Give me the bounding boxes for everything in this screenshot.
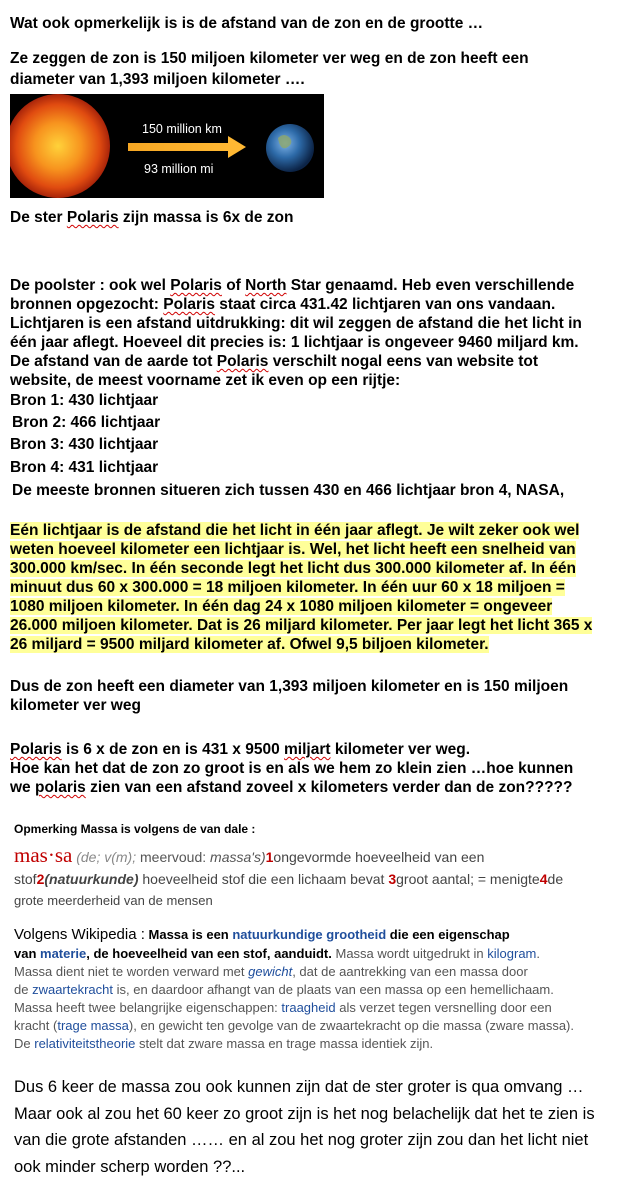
highlight-line: 1080 miljoen kilometer. In één dag 24 x 1080 miljoen kilometer = ongeveer [10, 598, 553, 615]
distance-mi-label: 93 million mi [144, 162, 214, 176]
sun-summary: Dus de zon heeft een diameter van 1,393 miljoen kilometer en is 150 miljoen kilometer ver weg [10, 678, 569, 714]
wikipedia-section: Volgens Wikipedia : Massa is een natuurkundige grootheid die een eigenschap van materie, de hoeveelheid van een stof, aanduidt. Massa wordt uitgedrukt in kilogram. Massa dient niet te worden verward met gewicht, dat de aantrekking van een massa door de zwaartekracht is, en daardoor afhangt van de plaats van een massa op een hemellichaam. Massa heeft twee belangrijke eigenschappen: traagheid als verzet tegen versnelling door een kracht (trage massa), en gewicht ten gevolge van de zwaartekracht op die massa (zware massa). De relativiteitstheorie stelt dat zware massa en trage massa identiek zijn. [14, 926, 574, 1051]
highlight-line: Eén lichtjaar is de afstand die het licht in één jaar aflegt. Je wilt zeker ook wel [10, 522, 580, 539]
dictionary-entry: mas·sa (de; v(m); meervoud: massa's)1ongevormde hoeveelheid van een stof2(natuurkunde) hoeveelheid stof die een lichaam bevat 3groot aantal; = menigte4de grote meerderheid van de mensen [14, 843, 564, 908]
link-materie[interactable]: materie [40, 946, 87, 961]
link-gewicht[interactable]: gewicht [248, 964, 293, 979]
source-item-1: Bron 1: 430 lichtjaar [10, 392, 159, 409]
dictionary-heading: Opmerking Massa is volgens de van dale : [14, 822, 256, 836]
highlight-line: 26 miljard = 9500 miljard kilometer af. Ofwel 9,5 biljoen kilometer. [10, 636, 489, 653]
link-kilogram[interactable]: kilogram [487, 946, 537, 961]
closing-paragraph: Dus 6 keer de massa zou ook kunnen zijn dat de ster groter is qua omvang … Maar ook al zou het 60 keer zo groot zijn is het nog belachelijk dat het te zien is van die grote afstanden …… en al zou het nog groter zijn zou dan het licht niet ook minder scherp worden ??... [14, 1078, 595, 1176]
intro-line-2: Ze zeggen de zon is 150 miljoen kilometer ver weg en de zon heeft een [10, 50, 529, 67]
question-paragraph: Polaris is 6 x de zon en is 431 x 9500 miljart kilometer ver weg. Hoe kan het dat de zon zo groot is en als we hem zo klein zien …hoe kunnen we polaris zien van een afstand zoveel x kilometers verder dan de zon????? [10, 741, 574, 796]
source-item-4: Bron 4: 431 lichtjaar [10, 459, 159, 476]
sun-earth-image [10, 94, 324, 198]
sources-summary: De meeste bronnen situeren zich tussen 430 en 466 lichtjaar bron 4, NASA, [12, 482, 565, 499]
poolster-paragraph: De poolster : ook wel Polaris of North Star genaamd. Heb even verschillende bronnen opgezocht: Polaris staat circa 431.42 lichtjaren van ons vandaan. Lichtjaren is een afstand uitdrukking: dit wil zeggen de afstand die het licht in één jaar aflegt. Hoeveel dit precies is: 1 lichtjaar is ongeveer 9460 miljard km. De afstand van de aarde tot Polaris verschilt nogal eens van website tot website, de meest voorname zet ik even op een rijtje: [10, 277, 582, 389]
highlight-line: 26.000 miljoen kilometer. Dat is 26 miljard kilometer. Per jaar legt het licht 365 x [10, 617, 593, 634]
earth-graphic [266, 124, 314, 172]
link-relativiteitstheorie[interactable]: relativiteitstheorie [34, 1036, 136, 1051]
intro-line-3: diameter van 1,393 miljoen kilometer …. [10, 71, 305, 88]
link-zwaartekracht[interactable]: zwaartekracht [32, 982, 113, 997]
link-natuurkundige-grootheid[interactable]: natuurkundige grootheid [232, 927, 387, 942]
lightyear-highlight-block [10, 521, 592, 654]
sun-graphic [10, 94, 110, 198]
link-trage-massa[interactable]: trage massa [57, 1018, 129, 1033]
intro-line-1: Wat ook opmerkelijk is is de afstand van de zon en de grootte … [10, 15, 484, 32]
polaris-mass-line: De ster Polaris zijn massa is 6x de zon [10, 209, 294, 226]
link-traagheid[interactable]: traagheid [281, 1000, 336, 1015]
highlight-line: weten hoeveel kilometer een lichtjaar is. Wel, het licht heeft een snelheid van [10, 541, 576, 558]
distance-km-label: 150 million km [142, 122, 222, 136]
highlight-line: 300.000 km/sec. In één seconde legt het licht dus 300.000 kilometer af. In één [10, 560, 576, 577]
highlight-line: minuut dus 60 x 300.000 = 18 miljoen kilometer. In één uur 60 x 18 miljoen = [10, 579, 565, 596]
headword: mas·sa [14, 843, 73, 867]
source-item-2: Bron 2: 466 lichtjaar [12, 414, 161, 431]
source-item-3: Bron 3: 430 lichtjaar [10, 436, 159, 453]
